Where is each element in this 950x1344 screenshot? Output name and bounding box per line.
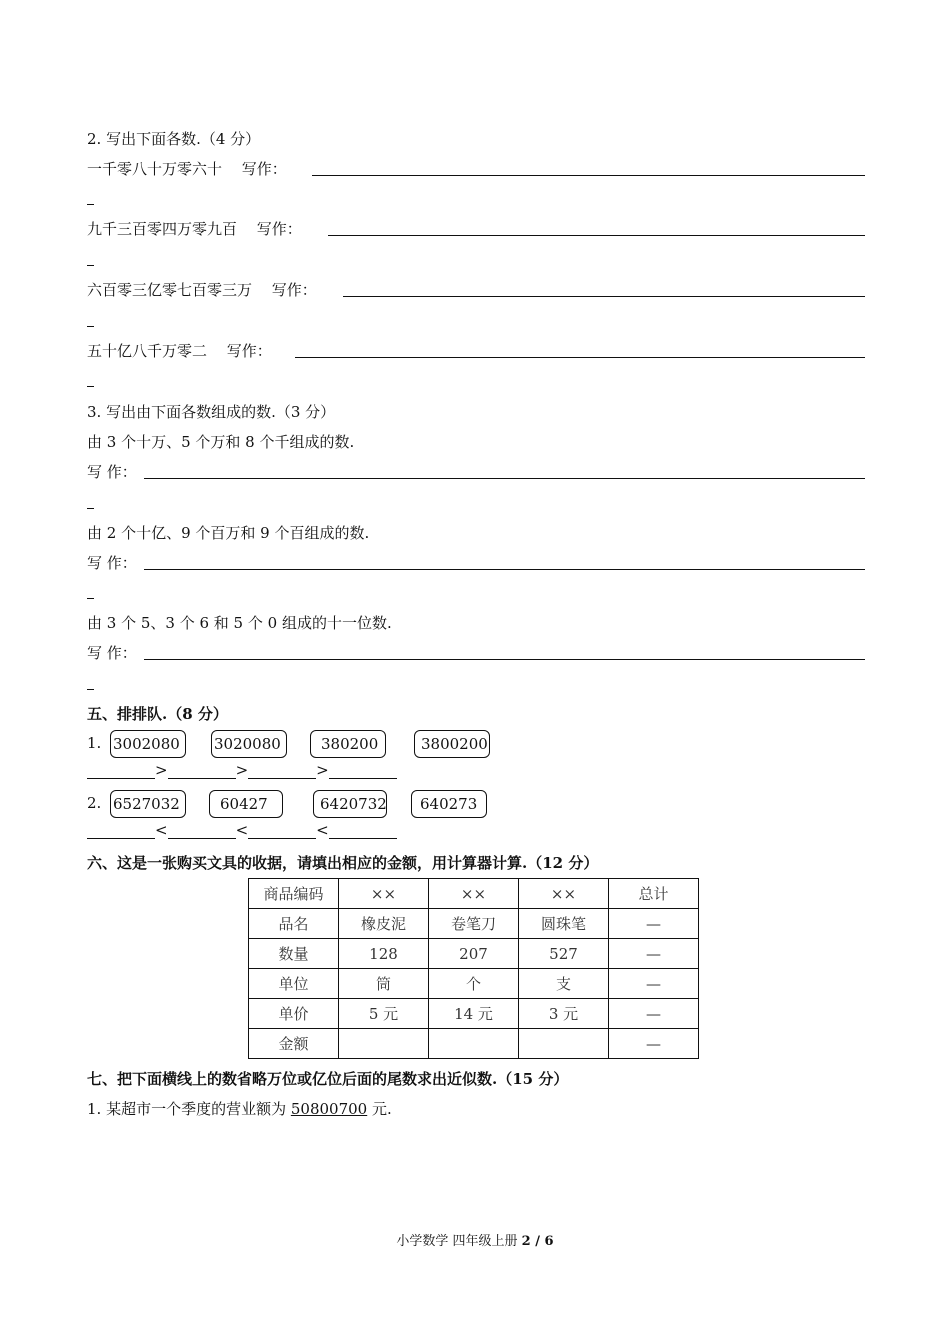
table-row xyxy=(249,1029,699,1059)
table-row xyxy=(249,969,699,999)
s5-heading: 五、排排队.（8 分） xyxy=(87,705,228,723)
s7-question-1 xyxy=(87,1098,392,1119)
table-cell: 个 xyxy=(429,969,519,999)
answer-line-tail xyxy=(87,204,94,205)
table-cell: — xyxy=(609,969,699,999)
number-card: 3020080 xyxy=(211,730,287,758)
q3-prompt: 由 3 个十万、5 个万和 8 个千组成的数. xyxy=(87,433,355,451)
table-cell: — xyxy=(609,999,699,1029)
table-cell: 单位 xyxy=(249,969,339,999)
s7-heading: 七、把下面横线上的数省略万位或亿位后面的尾数求出近似数.（15 分） xyxy=(87,1070,569,1088)
table-cell: 527 xyxy=(519,939,609,969)
q2-item-4 xyxy=(87,340,865,362)
number-card: 380200 xyxy=(310,730,386,758)
s5-row-2-number: 2. xyxy=(87,794,102,812)
table-cell: 数量 xyxy=(249,939,339,969)
operator: < xyxy=(316,821,329,839)
q2-item-label: 六百零三亿零七百零三万 写作： xyxy=(87,281,317,299)
answer-line-tail xyxy=(87,598,94,599)
table-cell: 5 元 xyxy=(339,999,429,1029)
table-cell: 品名 xyxy=(249,909,339,939)
q3-prompt: 由 3 个 5、3 个 6 和 5 个 0 组成的十一位数. xyxy=(87,614,392,632)
table-row xyxy=(249,999,699,1029)
write-label: 写 作： xyxy=(87,463,137,481)
answer-line-tail xyxy=(87,326,94,327)
answer-line[interactable] xyxy=(328,234,865,236)
s6-heading: 六、这是一张购买文具的收据，请填出相应的金额，用计算器计算.（12 分） xyxy=(87,854,599,872)
receipt-table xyxy=(248,878,699,1059)
amount-input-cell[interactable] xyxy=(429,1029,519,1059)
blank[interactable] xyxy=(248,764,316,779)
answer-line-tail xyxy=(87,508,94,509)
blank[interactable] xyxy=(329,824,397,839)
operator: > xyxy=(235,761,249,779)
q3-prompt: 由 2 个十亿、9 个百万和 9 个百组成的数. xyxy=(87,524,370,542)
page-separator: / xyxy=(530,1234,545,1249)
table-cell: 207 xyxy=(429,939,519,969)
q3-answer-2 xyxy=(87,552,865,574)
number-card: 6527032 xyxy=(110,790,186,818)
q3-answer-3 xyxy=(87,642,865,664)
write-label: 写 作： xyxy=(87,554,137,572)
table-row xyxy=(249,879,699,909)
table-cell: 筒 xyxy=(339,969,429,999)
table-cell: — xyxy=(609,939,699,969)
footer-text: 小学数学 四年级上册 xyxy=(396,1234,522,1249)
blank[interactable] xyxy=(329,764,397,779)
table-cell: — xyxy=(609,909,699,939)
number-card: 3002080 xyxy=(110,730,186,758)
answer-line-tail xyxy=(87,689,94,690)
answer-line-tail xyxy=(87,386,94,387)
table-cell: 圆珠笔 xyxy=(519,909,609,939)
table-cell: 128 xyxy=(339,939,429,969)
s7-q1-value: 50800700 xyxy=(290,1100,368,1118)
amount-input-cell[interactable] xyxy=(339,1029,429,1059)
number-card: 640273 xyxy=(411,790,487,818)
q2-item-label: 九千三百零四万零九百 写作： xyxy=(87,220,302,238)
blank[interactable] xyxy=(248,824,316,839)
table-cell: ×× xyxy=(519,879,609,909)
q2-item-label: 一千零八十万零六十 写作： xyxy=(87,160,287,178)
table-cell: 商品编码 xyxy=(249,879,339,909)
table-cell: 橡皮泥 xyxy=(339,909,429,939)
page-number: 2 xyxy=(521,1234,531,1249)
answer-line[interactable] xyxy=(343,295,865,297)
table-row xyxy=(249,909,699,939)
q3-heading: 3. 写出由下面各数组成的数.（3 分） xyxy=(87,403,336,421)
table-row xyxy=(249,939,699,969)
s5-row-1-number: 1. xyxy=(87,734,102,752)
write-label: 写 作： xyxy=(87,644,137,662)
operator: < xyxy=(155,821,168,839)
table-cell: 14 元 xyxy=(429,999,519,1029)
q2-item-2 xyxy=(87,218,865,240)
table-cell: 单价 xyxy=(249,999,339,1029)
table-cell: 总计 xyxy=(609,879,699,909)
table-cell: ×× xyxy=(339,879,429,909)
number-card: 6420732 xyxy=(313,790,387,818)
operator: < xyxy=(235,821,249,839)
answer-line[interactable] xyxy=(295,356,865,358)
answer-line[interactable] xyxy=(144,568,865,570)
operator: > xyxy=(155,761,168,779)
table-cell: — xyxy=(609,1029,699,1059)
blank[interactable] xyxy=(168,764,236,779)
q2-item-3 xyxy=(87,279,865,301)
answer-line[interactable] xyxy=(144,477,865,479)
blank[interactable] xyxy=(87,764,155,779)
answer-line[interactable] xyxy=(144,658,865,660)
number-card: 60427 xyxy=(209,790,283,818)
table-cell: 3 元 xyxy=(519,999,609,1029)
q2-item-1 xyxy=(87,158,865,180)
table-cell: ×× xyxy=(429,879,519,909)
page-footer xyxy=(0,1230,950,1249)
s5-row-1-blanks xyxy=(87,761,397,779)
page-total: 6 xyxy=(544,1234,554,1249)
table-cell: 支 xyxy=(519,969,609,999)
blank[interactable] xyxy=(168,824,236,839)
table-cell: 卷笔刀 xyxy=(429,909,519,939)
q2-item-label: 五十亿八千万零二 写作： xyxy=(87,342,272,360)
number-card: 3800200 xyxy=(414,730,490,758)
answer-line-tail xyxy=(87,265,94,266)
s7-q1-prefix: 1. 某超市一个季度的营业额为 xyxy=(87,1100,291,1118)
amount-input-cell[interactable] xyxy=(519,1029,609,1059)
answer-line[interactable] xyxy=(312,174,865,176)
s5-row-2-blanks xyxy=(87,821,397,839)
table-cell: 金额 xyxy=(249,1029,339,1059)
q2-heading: 2. 写出下面各数.（4 分） xyxy=(87,130,261,148)
operator: > xyxy=(316,761,329,779)
s7-q1-suffix: 元. xyxy=(367,1100,392,1118)
blank[interactable] xyxy=(87,824,155,839)
q3-answer-1 xyxy=(87,461,865,483)
